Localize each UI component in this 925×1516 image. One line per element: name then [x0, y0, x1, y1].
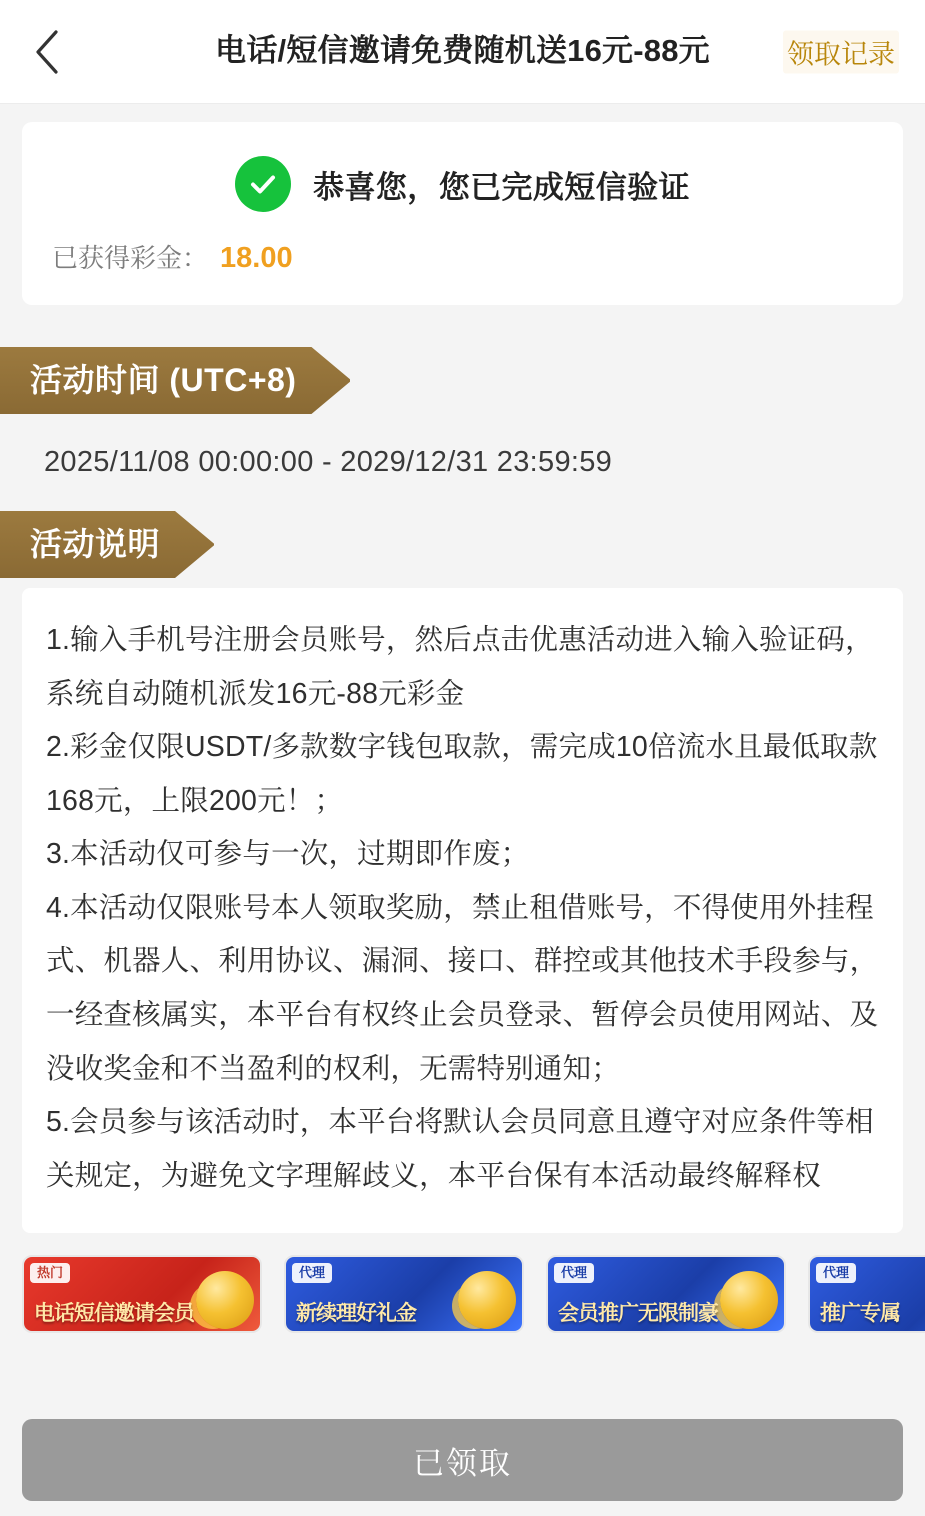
promo-banner-strip[interactable] [22, 1255, 903, 1343]
banner-text: 新续理好礼金 [296, 1302, 416, 1326]
bonus-row [52, 238, 873, 275]
page-header [0, 0, 925, 104]
claim-record-link[interactable]: 领取记录 [783, 30, 899, 73]
banner-text: 电话短信邀请会员 [34, 1302, 194, 1326]
rule-line: 3.本活动仅可参与一次，过期即作废； [46, 838, 530, 871]
coin-icon [458, 1271, 516, 1329]
bonus-label: 已获得彩金： [52, 243, 209, 273]
verification-success-card [22, 122, 903, 305]
banner-tag: 热门 [30, 1263, 70, 1283]
activity-rules-heading: 活动说明 [0, 511, 214, 578]
promo-banner[interactable] [284, 1255, 524, 1333]
banner-text: 推广专属 [820, 1302, 900, 1326]
coin-icon [720, 1271, 778, 1329]
page-title: 电话/短信邀请免费随机送16元-88元 [215, 33, 710, 69]
banner-tag: 代理 [292, 1263, 332, 1283]
bonus-amount: 18.00 [220, 242, 293, 274]
promo-banner[interactable] [22, 1255, 262, 1333]
success-message: 恭喜您，您已完成短信验证 [313, 169, 690, 205]
rule-line: 2.彩金仅限USDT/多款数字钱包取款，需完成10倍流水且最低取款168元，上限200元！； [46, 731, 878, 817]
rule-line: 4.本活动仅限账号本人领取奖励，禁止租借账号，不得使用外挂程式、机器人、利用协议、漏洞、接口、群控或其他技术手段参与，一经查核属实，本平台有权终止会员登录、暂停会员使用网站、及没收奖金和不当盈利的权利，无需特别通知； [46, 891, 879, 1085]
activity-rules-heading-wrap [0, 511, 903, 578]
banner-tag: 代理 [554, 1263, 594, 1283]
rule-line: 5.会员参与该活动时，本平台将默认会员同意且遵守对应条件等相关规定，为避免文字理解歧义，本平台保有本活动最终解释权 [46, 1106, 874, 1192]
back-button[interactable] [14, 0, 80, 104]
rule-line: 1.输入手机号注册会员账号，然后点击优惠活动进入输入验证码，系统自动随机派发16元-88元彩金 [46, 624, 874, 710]
bottom-action-bar [0, 1404, 925, 1516]
activity-time-heading-wrap [0, 347, 903, 414]
activity-time-heading: 活动时间 (UTC+8) [0, 347, 350, 414]
banner-text: 会员推广无限制豪 [558, 1302, 718, 1326]
promo-banner[interactable] [808, 1255, 925, 1333]
page-content [0, 104, 925, 1404]
activity-rules-card [22, 588, 903, 1233]
banner-tag: 代理 [816, 1263, 856, 1283]
chevron-left-icon [34, 29, 60, 75]
claim-button[interactable]: 已领取 [22, 1419, 903, 1501]
activity-time-range: 2025/11/08 00:00:00 - 2029/12/31 23:59:59 [44, 446, 613, 478]
coin-icon [196, 1271, 254, 1329]
check-circle-icon [235, 156, 291, 212]
promo-banner[interactable] [546, 1255, 786, 1333]
success-message-row [52, 156, 873, 212]
